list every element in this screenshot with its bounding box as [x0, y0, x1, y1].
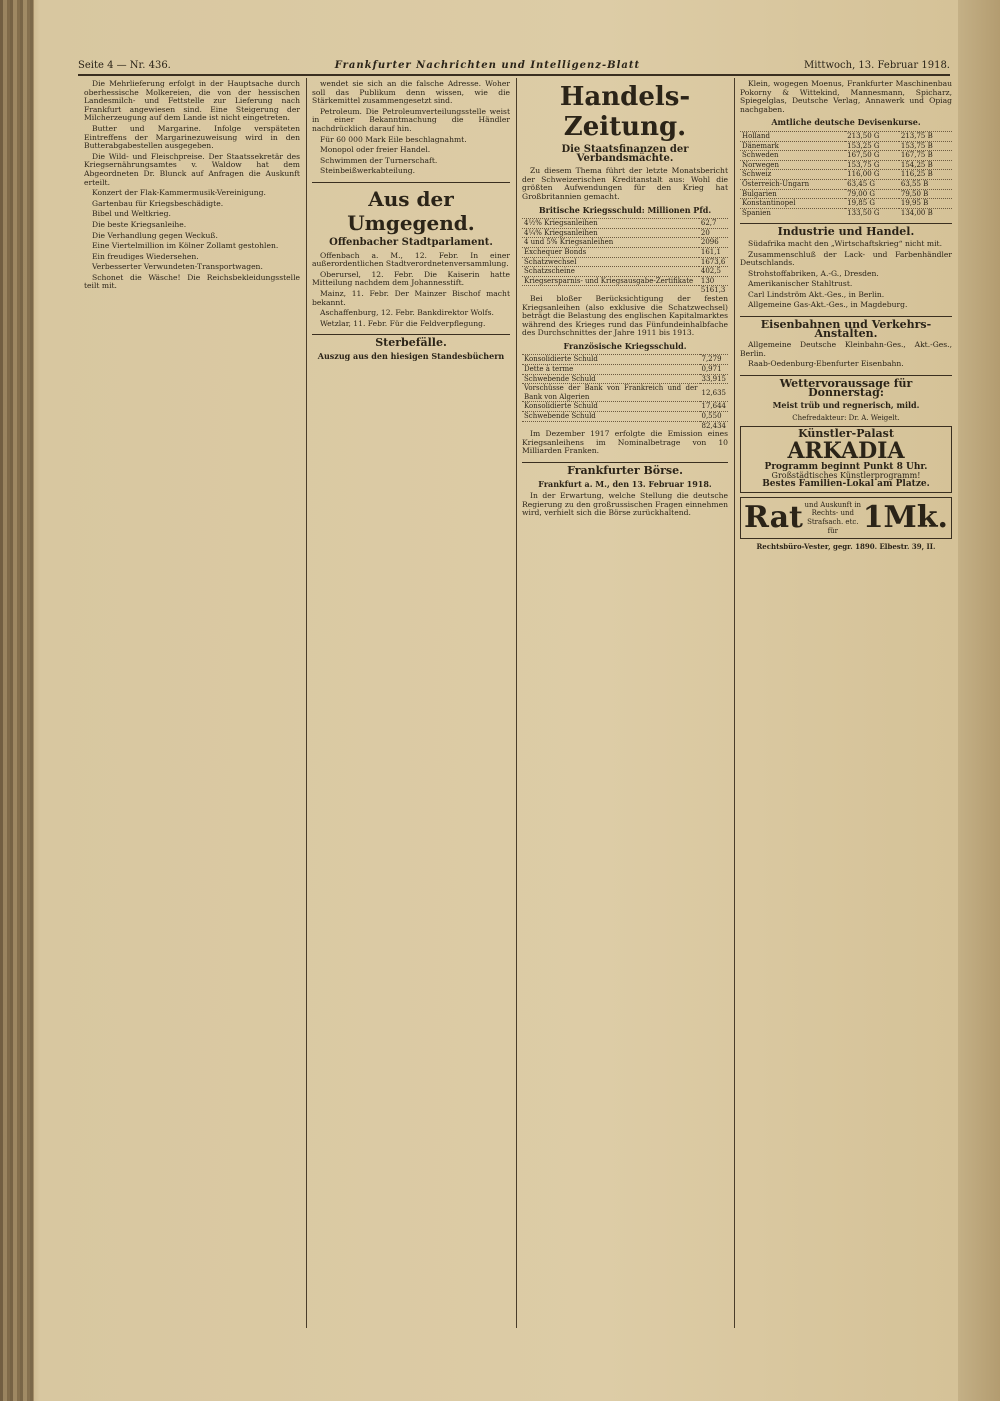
column-markets [740, 80, 952, 1330]
table-row [740, 151, 952, 161]
weather-forecast: Meist trüb und regnerisch, mild. [772, 400, 920, 411]
table-cell: 20 [699, 228, 728, 238]
ad-price: 1Mk. [862, 499, 948, 535]
table-cell: 130 [699, 276, 728, 286]
table-row [522, 365, 728, 375]
table-cell: 167,50 G [845, 151, 899, 161]
table-cell: Bulgarien [740, 189, 845, 199]
table-cell: 19,85 G [845, 199, 899, 209]
table-total: 5161,3 [699, 286, 728, 295]
table-cell: 1673,6 [699, 257, 728, 267]
table-cell: Konstantinopel [740, 199, 845, 209]
article-paragraph: Verbesserter Verwundeten-Transportwagen. [92, 262, 263, 272]
table-cell: Schweden [740, 151, 845, 161]
table-cell: Vorschüsse der Bank von Frankreich und der Bank von Algerien [524, 384, 698, 401]
article-paragraph: Monopol oder freier Handel. [320, 145, 431, 155]
french-debt-table [522, 354, 728, 430]
article-paragraph: Steinbeißwerkabteilung. [320, 166, 415, 176]
column-rule [734, 78, 735, 1328]
article-paragraph: Schwimmen der Turnerschaft. [320, 155, 438, 165]
table-row [740, 189, 952, 199]
section-heading: Sterbefälle. [312, 334, 510, 348]
table-cell: Schwebende Schuld [522, 412, 700, 422]
table-cell: 153,25 G [845, 141, 899, 151]
table-row [522, 257, 728, 267]
table-row [522, 412, 728, 422]
table-row [522, 228, 728, 238]
article-paragraph: Oberursel, 12. Febr. Die Kaiserin hatte Mitteilung nachdem dem Johannesstift. [312, 269, 510, 288]
table-cell: 4 und 5% Kriegsanleihen [522, 238, 699, 248]
table-row [522, 276, 728, 286]
imprint: Chefredakteur: Dr. A. Weigelt. [792, 413, 900, 422]
table-cell: 63,45 G [845, 179, 899, 189]
ad-legal-advice [740, 497, 952, 539]
newspaper-title: Frankfurter Nachrichten und Intelligenz-Blatt [334, 59, 641, 71]
article-paragraph: Bei bloßer Berücksichtigung der festen Kriegsanleihen (also exklusive die Schatzwechsel) beträgt die Belastung des englischen Kapitalmarktes während des Krieges rund das Fünfundeinhalbfache des Durchschnittes der Jahre 1911 bis 1913. [522, 293, 728, 338]
column-business [522, 80, 728, 1330]
table-cell: Konsolidierte Schuld [522, 402, 700, 412]
ad-word-rat: Rat [744, 499, 803, 535]
section-title: Handels-Zeitung. [559, 82, 691, 142]
table-cell: 2096 [699, 238, 728, 248]
table-cell: 161,1 [699, 247, 728, 257]
table-cell: 63,55 B [899, 179, 952, 189]
article-paragraph: Allgemeine Gas-Akt.-Ges., in Magdeburg. [748, 300, 908, 310]
article-paragraph: Die Mehrlieferung erfolgt in der Hauptsache durch oberhessische Molkereien, die von der hessischen Landesmilch- und Fettstelle zur Lieferung nach Frankfurt angewiesen sind. Eine Steigerung der Milcherzeugung auf dem Lande ist nicht eingetreten. [84, 80, 300, 123]
ad-arkadia [740, 426, 952, 492]
table-cell: 33,915 [701, 374, 726, 383]
table-row [522, 402, 728, 412]
dateline: Frankfurt a. M., den 13. Februar 1918. [538, 478, 712, 489]
table-cell: 133,50 G [845, 208, 899, 217]
table-cell: 402,5 [699, 267, 728, 277]
table-row [740, 179, 952, 189]
article-paragraph: Butter und Margarine. Infolge verspäteten Eintreffens der Margarinezuweisung wird in den Butterabgabestellen ausgegeben. [84, 123, 300, 151]
table-title: Amtliche deutsche Devisenkurse. [771, 117, 921, 128]
table-cell: 154,25 B [899, 160, 952, 170]
table-cell: Schwebende Schuld [522, 374, 700, 384]
table-row [522, 238, 728, 248]
page-number: Seite 4 — Nr. 436. [78, 59, 171, 71]
table-cell: Kriegsersparnis- und Kriegsausgabe-Zertifikate [522, 276, 699, 286]
table-cell: 62,7 [699, 219, 728, 229]
article-paragraph: Die beste Kriegsanleihe. [92, 219, 187, 229]
table-cell: 12,635 [700, 384, 729, 402]
ad-text: Bestes Familien-Lokal am Platze. [762, 479, 930, 490]
section-subheading: Offenbacher Stadtparlament. [329, 236, 493, 248]
article-paragraph: Mainz, 11. Febr. Der Mainzer Bischof macht bekannt. [312, 288, 510, 307]
column-local-news [84, 80, 300, 1330]
table-cell: 79,00 G [845, 189, 899, 199]
table-cell: Norwegen [740, 160, 845, 170]
table-total: 82,434 [701, 421, 726, 430]
table-cell: Konsolidierte Schuld [522, 355, 700, 365]
article-paragraph: Bibel und Weltkrieg. [92, 209, 171, 219]
article-paragraph: Klein, wogegen Moenus, Frankfurter Maschinenbau Pokorny & Wittekind, Mannesmann, Spicharz, Spiegelglas, Deutsche Verlag, Annawerk und Opiag nachgaben. [740, 80, 952, 114]
table-cell: 19,95 B [899, 199, 952, 209]
weather-heading: Wettervoraussage für Donnerstag: [740, 375, 952, 397]
table-row [740, 208, 952, 217]
section-subheading: Auszug aus den hiesigen Standesbüchern [317, 350, 505, 361]
british-debt-table [522, 218, 728, 295]
ad-footer: Rechtsbüro-Vester, gegr. 1890. Elbestr. 39, II. [756, 542, 936, 552]
table-row [522, 247, 728, 257]
article-paragraph: wendet sie sich an die falsche Adresse. Woher soll das Publikum denn wissen, wie die Stärkemittel zusammengesetzt sind. [312, 80, 510, 106]
article-paragraph: Die Verhandlung gegen Weckuß. [92, 230, 218, 240]
article-headline: Die Staatsfinanzen der Verbandsmächte. [561, 144, 689, 164]
table-cell: Österreich-Ungarn [740, 179, 845, 189]
table-row [740, 160, 952, 170]
table-title: Französische Kriegsschuld. [563, 340, 687, 351]
table-cell: Dette à terme [522, 365, 700, 375]
table-cell: Dänemark [740, 141, 845, 151]
table-row [522, 384, 728, 402]
article-paragraph: Zusammenschluß der Lack- und Farbenhändler Deutschlands. [740, 249, 952, 268]
table-cell: 7,279 [700, 355, 729, 365]
ad-title: ARKADIA [787, 438, 905, 464]
article-paragraph: Aschaffenburg, 12. Febr. Bankdirektor Wolfs. [320, 308, 494, 318]
table-cell: 153,75 G [845, 160, 899, 170]
table-cell: Holland [740, 131, 845, 141]
article-paragraph: Ein freudiges Wiedersehen. [92, 251, 199, 261]
table-row [522, 219, 728, 229]
table-cell: 4½% Kriegsanleihen [522, 219, 699, 229]
table-cell: 116,00 G [845, 170, 899, 180]
column-surroundings [312, 80, 510, 1330]
article-paragraph: Amerikanischer Stahltrust. [748, 279, 853, 289]
article-paragraph: Gartenbau für Kriegsbeschädigte. [92, 198, 224, 208]
article-paragraph: Carl Lindström Akt.-Ges., in Berlin. [748, 289, 885, 299]
table-row [740, 170, 952, 180]
table-cell: 0,971 [700, 365, 729, 375]
exchange-rate-table [740, 131, 952, 217]
article-paragraph: Für 60 000 Mark Eile beschlagnahmt. [320, 134, 467, 144]
article-paragraph: Offenbach a. M., 12. Febr. In einer außerordentlichen Stadtverordnetenversammlung. [312, 250, 510, 269]
article-paragraph: Allgemeine Deutsche Kleinbahn-Ges., Akt.-Ges., Berlin. [740, 340, 952, 358]
article-paragraph: Schonet die Wäsche! Die Reichsbekleidungsstelle teilt mit. [84, 272, 300, 291]
section-heading: Frankfurter Börse. [522, 462, 728, 476]
article-paragraph: Zu diesem Thema führt der letzte Monatsbericht der Schweizerischen Kreditanstalt aus: Wohl die größten Aufwendungen für den Krieg hat Großbritannien gemacht. [522, 166, 728, 201]
section-heading: Aus der Umgegend. [312, 182, 510, 235]
table-row [522, 267, 728, 277]
table-cell: 153,75 B [899, 141, 952, 151]
section-heading: Eisenbahnen und Verkehrs-Anstalten. [740, 316, 952, 338]
table-title: Britische Kriegsschuld: Millionen Pfd. [538, 204, 712, 215]
table-cell: 4¼% Kriegsanleihen [522, 228, 699, 238]
article-paragraph: Die Wild- und Fleischpreise. Der Staatssekretär des Kriegsernährungsamtes v. Waldow hat dem Abgeordneten Dr. Blunck auf Anfragen die Auskunft erteilt. [84, 151, 300, 187]
article-paragraph: Strohstoffabriken, A.-G., Dresden. [748, 268, 879, 278]
table-row [740, 141, 952, 151]
column-rule [306, 78, 307, 1328]
issue-date: Mittwoch, 13. Februar 1918. [803, 59, 950, 71]
table-cell: 213,75 B [899, 131, 952, 141]
table-row [740, 131, 952, 141]
table-cell: Spanien [740, 208, 845, 217]
table-cell: 79,50 B [899, 189, 952, 199]
article-paragraph: Südafrika macht den „Wirtschaftskrieg“ nicht mit. [748, 238, 942, 248]
ad-subtitle: Künstler-Palast [798, 427, 894, 441]
table-row [522, 355, 728, 365]
article-paragraph: In der Erwartung, welche Stellung die deutsche Regierung zu den großrussischen Fragen einnehmen wird, verhielt sich die Börse zurückhaltend. [522, 491, 728, 518]
adjacent-page-edge [958, 0, 1000, 1401]
table-cell: Schatzscheine [522, 267, 699, 277]
article-paragraph: Im Dezember 1917 erfolgte die Emission eines Kriegsanleihens im Nominalbetrage von 10 Milliarden Franken. [522, 429, 728, 456]
article-paragraph: Eine Viertelmillion im Kölner Zollamt gestohlen. [92, 241, 279, 251]
article-paragraph: Wetzlar, 11. Febr. Für die Feldverpflegung. [320, 318, 486, 328]
table-cell: 167,75 B [899, 151, 952, 161]
table-cell: 0,550 [700, 412, 729, 422]
table-cell: 17,644 [701, 402, 726, 411]
masthead [78, 56, 950, 76]
article-paragraph: Petroleum. Die Petroleumverteilungsstelle weist in einer Bekanntmachung die Händler nachdrücklich darauf hin. [312, 106, 510, 133]
table-cell: 134,00 B [899, 208, 952, 217]
column-rule [516, 78, 517, 1328]
table-cell: 116,25 B [899, 170, 952, 180]
page-binding [0, 0, 34, 1401]
table-cell: Schatzwechsel [522, 257, 699, 267]
table-cell: Schweiz [740, 170, 845, 180]
article-paragraph: Konzert der Flak-Kammermusik-Vereinigung. [92, 188, 266, 198]
ad-text: Großstädtisches Künstlerprogramm! [771, 470, 921, 480]
table-row [522, 374, 728, 384]
table-cell: 213,50 G [845, 131, 899, 141]
ad-text: Programm beginnt Punkt 8 Uhr. [764, 462, 928, 472]
article-paragraph: Raab-Oedenburg-Ebenfurter Eisenbahn. [748, 359, 904, 369]
table-row [740, 199, 952, 209]
table-cell: Exchequer Bonds [522, 247, 699, 257]
ad-text: und Auskunft in Rechts- und Strafsach. etc. für [804, 500, 862, 535]
section-heading: Industrie und Handel. [740, 223, 952, 237]
